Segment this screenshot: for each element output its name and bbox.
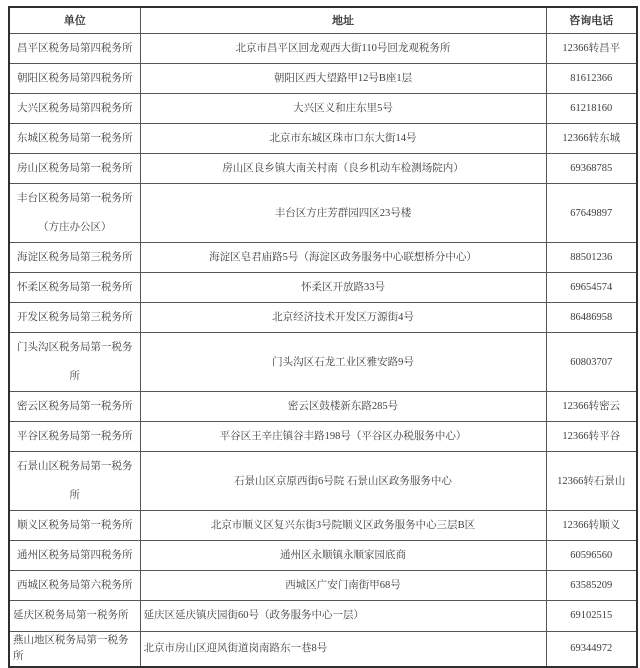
table-row <box>9 303 637 333</box>
address-cell: 房山区良乡镇大南关村南（良乡机动车检测场院内） <box>140 154 546 184</box>
table-row <box>9 154 637 184</box>
unit-cell: 通州区税务局第四税务所 <box>9 541 140 571</box>
unit-cell: 平谷区税务局第一税务所 <box>9 422 140 452</box>
phone-cell: 88501236 <box>546 243 637 273</box>
unit-cell: 房山区税务局第一税务所 <box>9 154 140 184</box>
table-header-row <box>9 7 637 34</box>
address-cell: 海淀区皂君庙路5号（海淀区政务服务中心联想桥分中心） <box>140 243 546 273</box>
table-row <box>9 422 637 452</box>
header-phone: 咨询电话 <box>546 7 637 34</box>
table-row <box>9 333 637 392</box>
unit-cell: 门头沟区税务局第一税务所 <box>9 333 140 392</box>
address-cell: 北京市昌平区回龙观西大街110号回龙观税务所 <box>140 34 546 64</box>
address-cell: 延庆区延庆镇庆园街60号（政务服务中心一层） <box>140 601 546 632</box>
address-cell: 北京经济技术开发区万源街4号 <box>140 303 546 333</box>
phone-cell: 63585209 <box>546 571 637 601</box>
table-row <box>9 632 637 668</box>
table-row <box>9 64 637 94</box>
address-cell: 门头沟区石龙工业区雅安路9号 <box>140 333 546 392</box>
unit-cell: 石景山区税务局第一税务所 <box>9 452 140 511</box>
table-row <box>9 541 637 571</box>
phone-cell: 69368785 <box>546 154 637 184</box>
table-row <box>9 184 637 243</box>
unit-cell: 燕山地区税务局第一税务所 <box>9 632 140 668</box>
unit-cell: 开发区税务局第三税务所 <box>9 303 140 333</box>
table-row <box>9 34 637 64</box>
address-cell: 平谷区王辛庄镇谷丰路198号（平谷区办税服务中心） <box>140 422 546 452</box>
address-cell: 石景山区京原西街6号院 石景山区政务服务中心 <box>140 452 546 511</box>
address-cell: 丰台区方庄芳群园四区23号楼 <box>140 184 546 243</box>
unit-cell: 丰台区税务局第一税务所（方庄办公区） <box>9 184 140 243</box>
phone-cell: 12366转昌平 <box>546 34 637 64</box>
unit-cell: 大兴区税务局第四税务所 <box>9 94 140 124</box>
address-cell: 北京市东城区珠市口东大街14号 <box>140 124 546 154</box>
table-row <box>9 601 637 632</box>
unit-cell: 顺义区税务局第一税务所 <box>9 511 140 541</box>
table-row <box>9 94 637 124</box>
address-cell: 大兴区义和庄东里5号 <box>140 94 546 124</box>
phone-cell: 67649897 <box>546 184 637 243</box>
table-row <box>9 452 637 511</box>
table-row <box>9 273 637 303</box>
phone-cell: 61218160 <box>546 94 637 124</box>
phone-cell: 69102515 <box>546 601 637 632</box>
phone-cell: 12366转顺义 <box>546 511 637 541</box>
address-cell: 密云区鼓楼新东路285号 <box>140 392 546 422</box>
phone-cell: 86486958 <box>546 303 637 333</box>
table-row <box>9 392 637 422</box>
address-cell: 西城区广安门南街甲68号 <box>140 571 546 601</box>
phone-cell: 12366转东城 <box>546 124 637 154</box>
phone-cell: 12366转密云 <box>546 392 637 422</box>
address-cell: 怀柔区开放路33号 <box>140 273 546 303</box>
phone-cell: 60596560 <box>546 541 637 571</box>
unit-cell: 朝阳区税务局第四税务所 <box>9 64 140 94</box>
tax-office-table <box>8 6 638 668</box>
unit-cell: 怀柔区税务局第一税务所 <box>9 273 140 303</box>
unit-cell: 昌平区税务局第四税务所 <box>9 34 140 64</box>
unit-cell: 密云区税务局第一税务所 <box>9 392 140 422</box>
address-cell: 北京市房山区迎风街道岗南路东一巷8号 <box>140 632 546 668</box>
phone-cell: 69654574 <box>546 273 637 303</box>
phone-cell: 81612366 <box>546 64 637 94</box>
header-address: 地址 <box>140 7 546 34</box>
phone-cell: 12366转平谷 <box>546 422 637 452</box>
unit-cell: 西城区税务局第六税务所 <box>9 571 140 601</box>
unit-cell: 延庆区税务局第一税务所 <box>9 601 140 632</box>
address-cell: 通州区永顺镇永顺家园底商 <box>140 541 546 571</box>
unit-cell: 海淀区税务局第三税务所 <box>9 243 140 273</box>
phone-cell: 12366转石景山 <box>546 452 637 511</box>
phone-cell: 60803707 <box>546 333 637 392</box>
table-row <box>9 571 637 601</box>
table-row <box>9 511 637 541</box>
address-cell: 北京市顺义区复兴东街3号院顺义区政务服务中心三层B区 <box>140 511 546 541</box>
phone-cell: 69344972 <box>546 632 637 668</box>
unit-cell: 东城区税务局第一税务所 <box>9 124 140 154</box>
table-row <box>9 243 637 273</box>
header-unit: 单位 <box>9 7 140 34</box>
address-cell: 朝阳区西大望路甲12号B座1层 <box>140 64 546 94</box>
table-row <box>9 124 637 154</box>
